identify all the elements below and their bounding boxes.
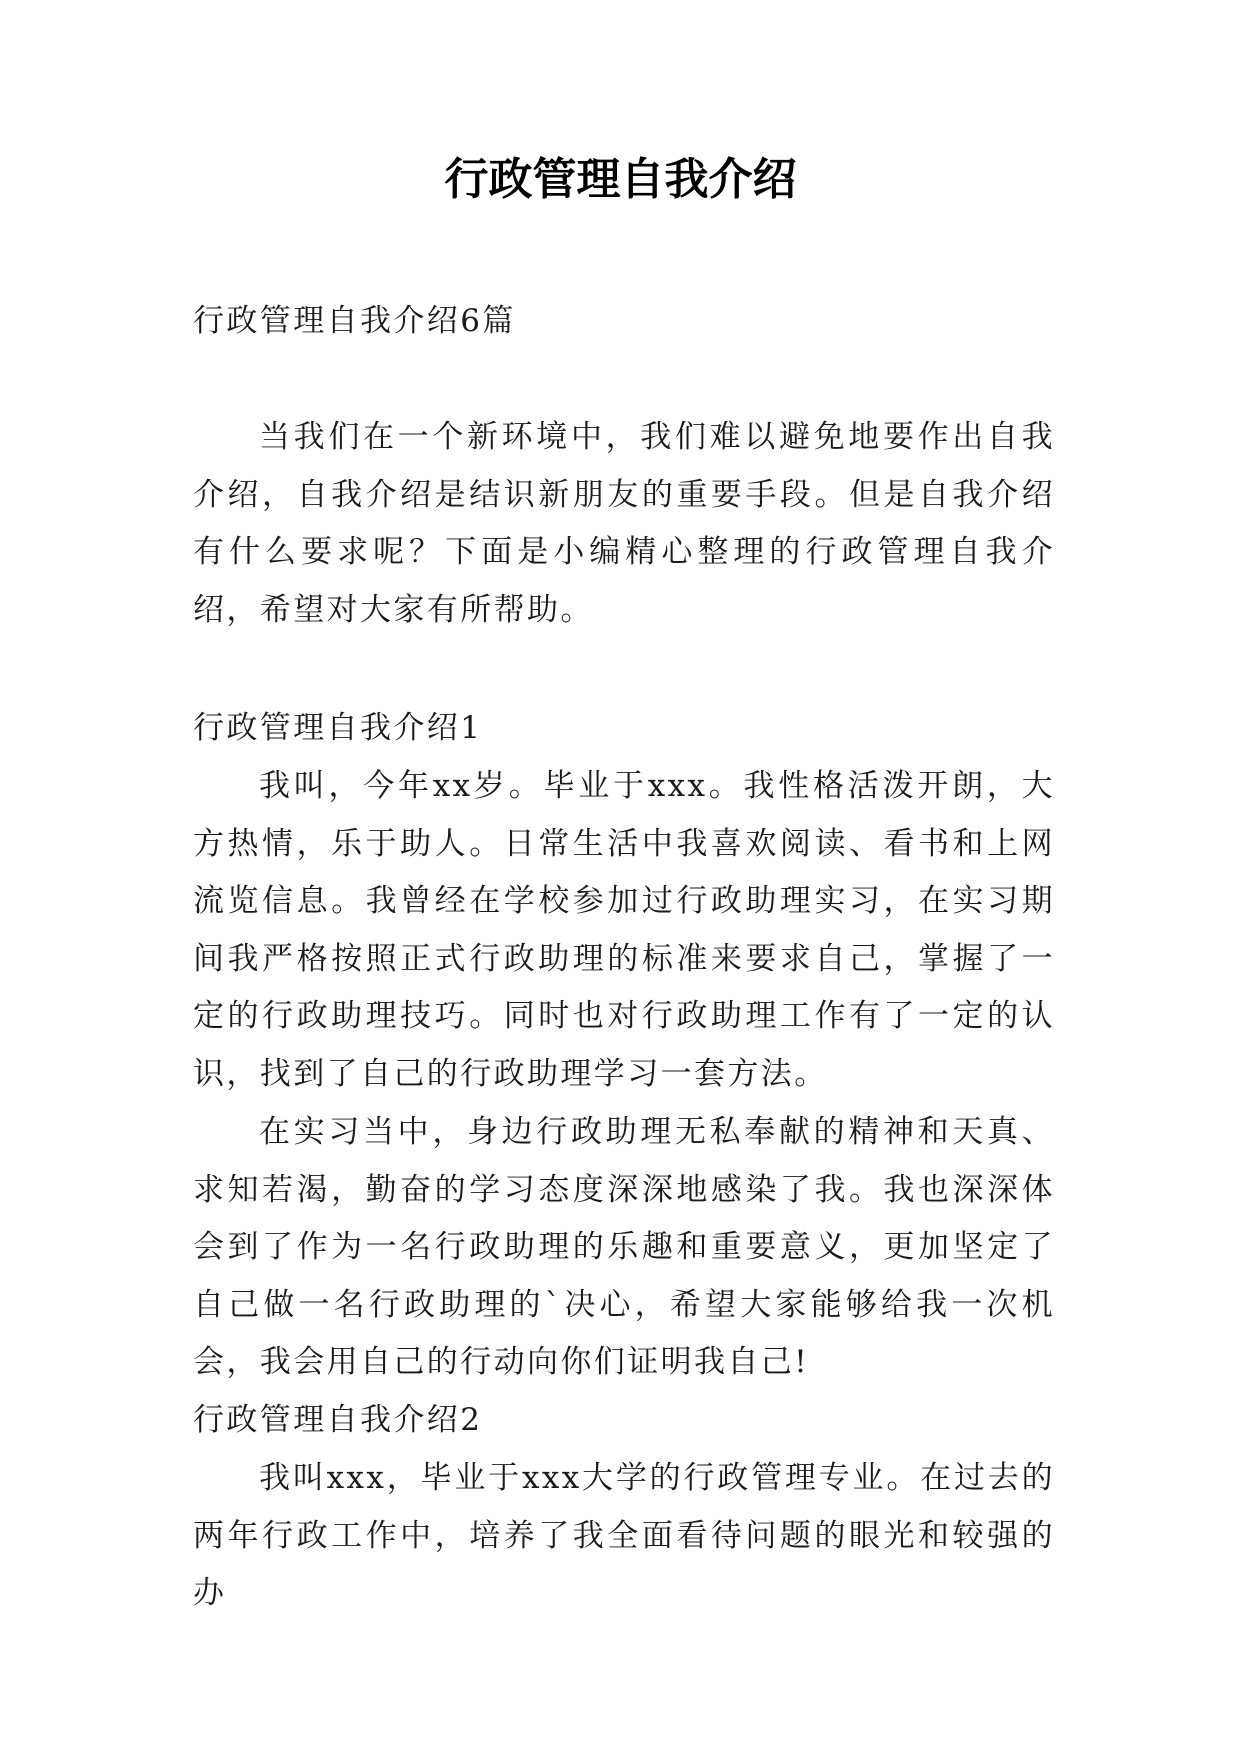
- section-1-heading: 行政管理自我介绍1: [193, 710, 483, 746]
- section-2-paragraph-1: 我叫xxx，毕业于xxx大学的行政管理专业。在过去的两年行政工作中，培养了我全面看待问题的眼光和较强的办: [193, 1460, 1055, 1612]
- document-subtitle: 行政管理自我介绍6篇: [193, 303, 516, 339]
- section-1-paragraph-1: 我叫，今年xx岁。毕业于xxx。我性格活泼开朗，大方热情，乐于助人。日常生活中我喜欢阅读、看书和上网流览信息。我曾经在学校参加过行政助理实习，在实习期间我严格按照正式行政助理的标准来要求自己，掌握了一定的行政助理技巧。同时也对行政助理工作有了一定的认识，找到了自己的行政助理学习一套方法。: [193, 768, 1055, 1092]
- section-2-heading: 行政管理自我介绍2: [193, 1402, 483, 1438]
- intro-paragraph: 当我们在一个新环境中，我们难以避免地要作出自我介绍，自我介绍是结识新朋友的重要手段。但是自我介绍有什么要求呢？下面是小编精心整理的行政管理自我介绍，希望对大家有所帮助。: [193, 419, 1055, 628]
- document-title: 行政管理自我介绍: [444, 154, 797, 205]
- section-1-paragraph-2: 在实习当中，身边行政助理无私奉献的精神和天真、求知若渴，勤奋的学习态度深深地感染了我。我也深深体会到了作为一名行政助理的乐趣和重要意义，更加坚定了自己做一名行政助理的`决心，希望大家能够给我一次机会，我会用自己的行动向你们证明我自己!: [193, 1114, 1055, 1381]
